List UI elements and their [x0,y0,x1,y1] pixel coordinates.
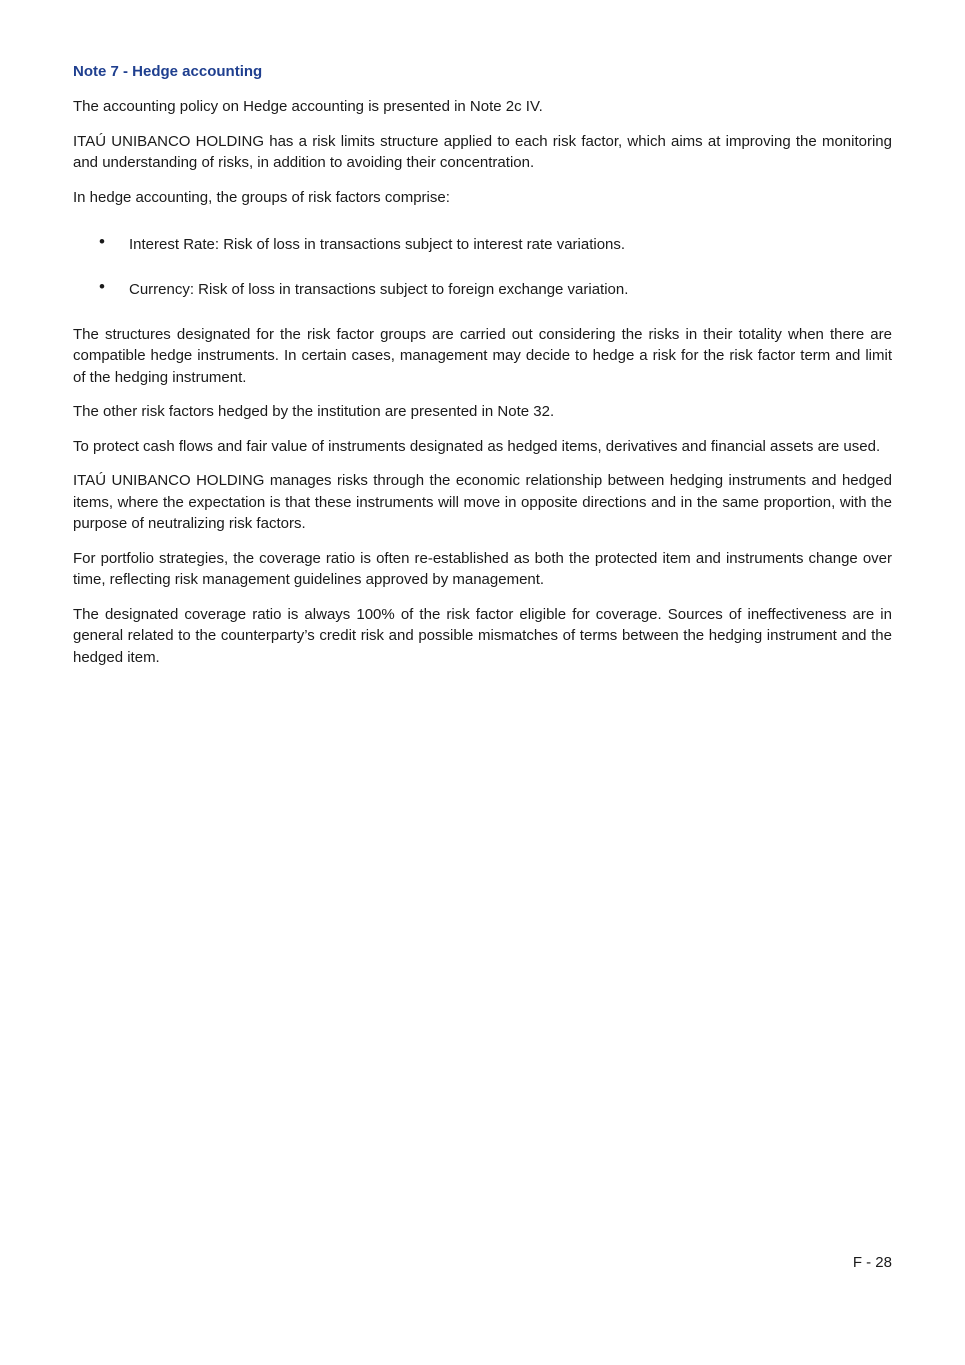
list-item-text: Interest Rate: Risk of loss in transactions subject to interest rate variations. [129,236,626,253]
paragraph-coverage-ratio: The designated coverage ratio is always 100% of the risk factor eligible for coverage. Sources of ineffectiveness are in general related to the counterparty’s credit risk and possible mismatches of terms between the hedging instrument and the hedged item. [73,605,892,666]
paragraph-risk-factor-groups-intro: In hedge accounting, the groups of risk factors comprise: [73,188,450,206]
note-heading: Note 7 - Hedge accounting [73,63,263,80]
paragraph-risk-limits: ITAÚ UNIBANCO HOLDING has a risk limits structure applied to each risk factor, which aims at improving the monitoring and understanding of risks, in addition to avoiding their concentration. [73,132,892,171]
risk-factor-list [73,234,892,301]
paragraph-portfolio-strategies: For portfolio strategies, the coverage ratio is often re-established as both the protected item and instruments change over time, reflecting risk management guidelines approved by management. [73,549,892,588]
document-page [73,62,892,681]
bullet-icon: • [99,277,105,296]
paragraph-accounting-policy: The accounting policy on Hedge accounting is presented in Note 2c IV. [73,98,543,115]
list-item [73,234,892,256]
list-item [73,279,892,301]
paragraph-other-risk-factors: The other risk factors hedged by the institution are presented in Note 32. [73,403,555,420]
paragraph-structures: The structures designated for the risk factor groups are carried out considering the risks in their totality when there are compatible hedge instruments. In certain cases, management may decide to hedge a risk for the risk factor term and limit of the hedging instrument. [73,325,892,386]
paragraph-protect-cash-flows: To protect cash flows and fair value of instruments designated as hedged items, derivatives and financial assets are used. [73,437,881,455]
list-item-text: Currency: Risk of loss in transactions subject to foreign exchange variation. [129,281,629,298]
page-number: F - 28 [852,1254,892,1271]
paragraph-economic-relationship: ITAÚ UNIBANCO HOLDING manages risks through the economic relationship between hedging instruments and hedged items, where the expectation is that these instruments will move in opposite directions and in the same proportion, with the purpose of neutralizing risk factors. [73,472,892,532]
bullet-icon: • [99,232,105,251]
